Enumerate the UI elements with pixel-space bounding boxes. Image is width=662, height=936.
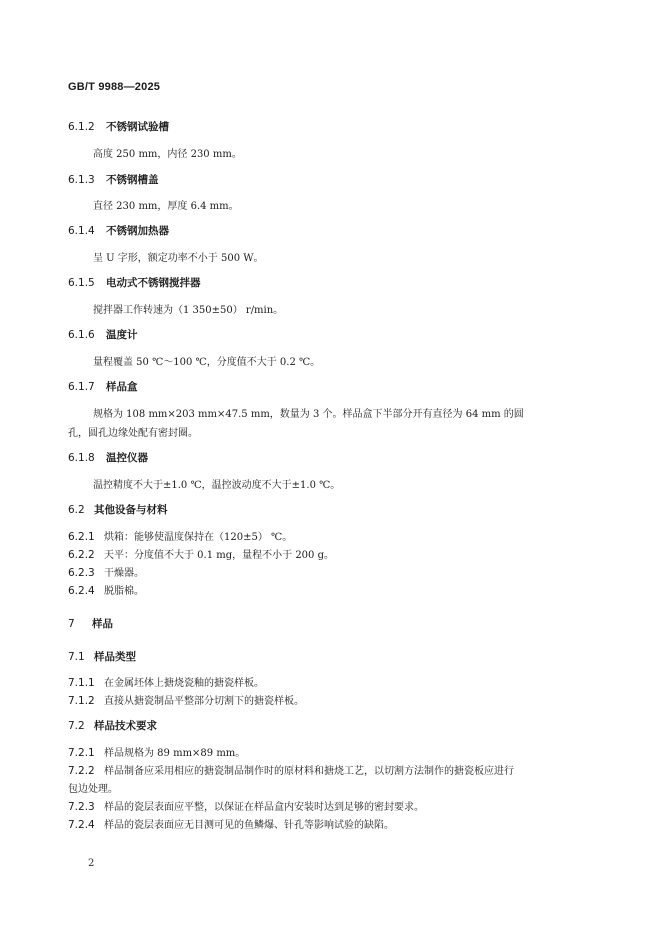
item-number: 6.2.2 bbox=[68, 549, 95, 561]
chapter-title: 样品 bbox=[92, 618, 113, 630]
item-number: 7.2.2 bbox=[68, 765, 95, 777]
clause-number: 6.1.3 bbox=[68, 174, 95, 186]
clause-title: 样品盒 bbox=[106, 381, 138, 393]
clause-number: 7.1 bbox=[68, 651, 85, 663]
standard-code-header: GB/T 9988—2025 bbox=[68, 81, 161, 93]
clause-heading-6-1-6 bbox=[68, 327, 138, 342]
clause-number: 6.1.4 bbox=[68, 225, 95, 237]
item-number: 7.2.4 bbox=[68, 819, 95, 831]
clause-body-6-1-5: 搅拌器工作转速为（1 350±50） r/min。 bbox=[93, 305, 284, 316]
item-number: 6.2.4 bbox=[68, 585, 95, 597]
clause-title: 样品类型 bbox=[94, 651, 136, 663]
list-item-6-2-1 bbox=[68, 528, 292, 543]
clause-heading-6-1-4 bbox=[68, 223, 169, 238]
clause-heading-6-1-5 bbox=[68, 275, 201, 290]
item-text: 样品规格为 89 mm×89 mm。 bbox=[104, 748, 246, 759]
clause-heading-6-2 bbox=[68, 502, 168, 517]
list-item-7-2-4 bbox=[68, 816, 394, 831]
clause-title: 不锈钢槽盖 bbox=[106, 174, 159, 186]
list-item-7-2-1 bbox=[68, 744, 245, 759]
list-item-7-2-2 bbox=[68, 762, 514, 777]
clause-number: 6.2 bbox=[68, 504, 85, 516]
clause-body-6-1-7-line2: 孔，圆孔边缘处配有密封圈。 bbox=[68, 428, 198, 439]
item-text: 烘箱：能够使温度保持在（120±5） ℃。 bbox=[104, 532, 293, 543]
item-text: 样品的瓷层表面应平整，以保证在样品盒内安装时达到足够的密封要求。 bbox=[104, 802, 424, 813]
clause-number: 6.1.2 bbox=[68, 121, 95, 133]
clause-number: 6.1.8 bbox=[68, 452, 95, 464]
clause-body-6-1-8: 温控精度不大于±1.0 ℃，温控波动度不大于±1.0 ℃。 bbox=[93, 480, 341, 491]
clause-title: 温控仪器 bbox=[106, 452, 148, 464]
list-item-7-2-2-continuation: 包边处理。 bbox=[68, 784, 118, 795]
clause-body-6-1-7-line1: 规格为 108 mm×203 mm×47.5 mm，数量为 3 个。样品盒下半部分开有直径为 64 mm 的圆 bbox=[93, 409, 524, 420]
item-number: 7.2.1 bbox=[68, 747, 95, 759]
clause-number: 6.1.7 bbox=[68, 381, 95, 393]
item-number: 7.1.2 bbox=[68, 695, 95, 707]
item-text: 干燥器。 bbox=[104, 568, 144, 579]
clause-heading-7-2 bbox=[68, 718, 157, 733]
item-text: 天平：分度值不大于 0.1 mg，量程不小于 200 g。 bbox=[104, 550, 334, 561]
clause-title: 温度计 bbox=[106, 329, 138, 341]
clause-body-6-1-3: 直径 230 mm，厚度 6.4 mm。 bbox=[93, 201, 239, 212]
clause-title: 电动式不锈钢搅拌器 bbox=[106, 277, 201, 289]
clause-heading-6-1-2 bbox=[68, 119, 169, 134]
item-text: 直接从搪瓷制品平整部分切割下的搪瓷样板。 bbox=[104, 696, 304, 707]
item-number: 6.2.1 bbox=[68, 531, 95, 543]
clause-heading-6-1-8 bbox=[68, 450, 148, 465]
chapter-heading-7 bbox=[68, 616, 113, 631]
list-item-7-1-2 bbox=[68, 692, 304, 707]
clause-number: 6.1.5 bbox=[68, 277, 95, 289]
page-number: 2 bbox=[88, 858, 95, 869]
clause-title: 不锈钢试验槽 bbox=[106, 121, 169, 133]
clause-title: 不锈钢加热器 bbox=[106, 225, 169, 237]
list-item-6-2-4 bbox=[68, 582, 144, 597]
list-item-6-2-2 bbox=[68, 546, 334, 561]
clause-title: 其他设备与材料 bbox=[94, 504, 168, 516]
chapter-number: 7 bbox=[68, 618, 75, 630]
item-text: 样品制备应采用相应的搪瓷制品制作时的原材料和搪烧工艺，以切割方法制作的搪瓷板应进行 bbox=[104, 766, 514, 777]
list-item-6-2-3 bbox=[68, 564, 144, 579]
clause-heading-6-1-3 bbox=[68, 172, 159, 187]
item-number: 7.2.3 bbox=[68, 801, 95, 813]
clause-number: 6.1.6 bbox=[68, 329, 95, 341]
clause-heading-7-1 bbox=[68, 649, 136, 664]
list-item-7-1-1 bbox=[68, 674, 264, 689]
clause-number: 7.2 bbox=[68, 720, 85, 732]
item-text: 脱脂棉。 bbox=[104, 586, 144, 597]
clause-body-6-1-2: 高度 250 mm，内径 230 mm。 bbox=[93, 149, 242, 160]
item-number: 6.2.3 bbox=[68, 567, 95, 579]
clause-heading-6-1-7 bbox=[68, 379, 138, 394]
item-text: 在金属坯体上搪烧瓷釉的搪瓷样板。 bbox=[104, 678, 264, 689]
clause-title: 样品技术要求 bbox=[94, 720, 157, 732]
item-text: 样品的瓷层表面应无目测可见的鱼鳞爆、针孔等影响试验的缺陷。 bbox=[104, 820, 394, 831]
clause-body-6-1-6: 量程覆盖 50 ℃～100 ℃，分度值不大于 0.2 ℃。 bbox=[93, 357, 321, 368]
clause-body-6-1-4: 呈 U 字形，额定功率不小于 500 W。 bbox=[93, 253, 264, 264]
item-number: 7.1.1 bbox=[68, 677, 95, 689]
list-item-7-2-3 bbox=[68, 798, 424, 813]
